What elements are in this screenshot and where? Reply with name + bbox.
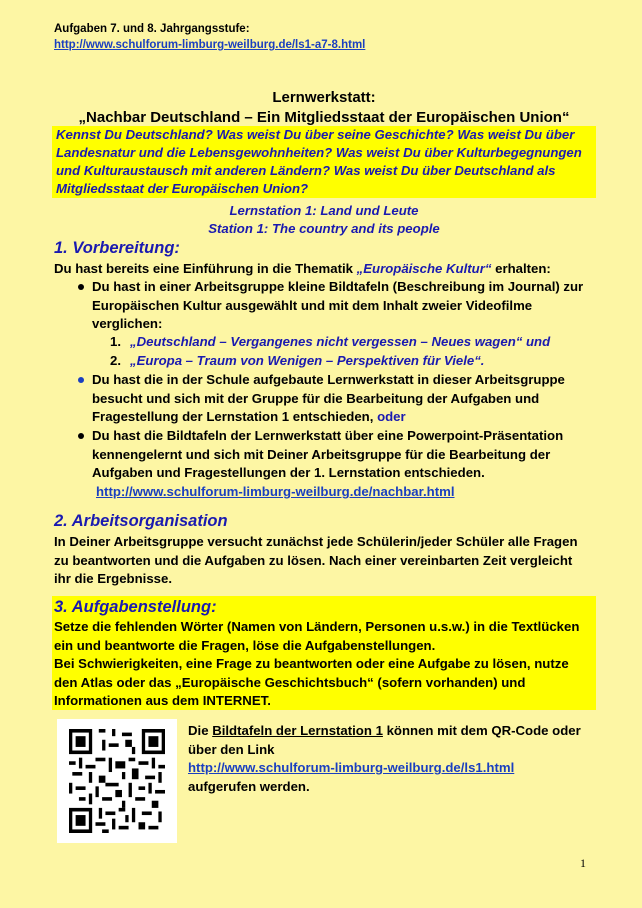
page-number: 1: [580, 856, 586, 870]
lead-text-end: erhalten:: [491, 261, 551, 276]
intro-questions: [52, 126, 596, 198]
bullet-dot: [78, 377, 84, 383]
qr-description: [188, 722, 598, 796]
bullet-line: Du hast die Bildtafeln der Lernwerkstatt über eine Powerpoint-Präsentation: [92, 428, 564, 443]
text-line: ein und beantworte die Fragen, löse die Aufgabenstellungen.: [54, 637, 436, 653]
bullet-line-last: [92, 408, 592, 427]
station-title: [54, 202, 594, 238]
qr-text: Die: [188, 723, 213, 738]
section2-text: [54, 533, 598, 589]
text-line: Informationen aus dem INTERNET.: [54, 693, 271, 708]
title-line-1: Lernwerkstatt:: [272, 89, 376, 106]
text-line: In Deiner Arbeitsgruppe versucht zunächst jede Schülerin/jeder Schüler alle Fragen: [54, 534, 578, 549]
text-line: den Atlas oder das „Europäische Geschichtsbuch“ (sofern vorhanden) und: [54, 674, 526, 690]
page-title: [54, 88, 594, 128]
film-title-2: „Europa – Traum von Wenigen – Perspektiven für Viele“.: [130, 353, 485, 368]
nachbar-link[interactable]: http://www.schulforum-limburg-weilburg.de/nachbar.html: [96, 484, 455, 499]
text-line: zu beantworten und die Aufgaben zu lösen. Nach einer vereinbarten Zeit vergleicht: [54, 552, 573, 568]
bullet-text: Fragestellung der Lernstation 1 entschieden,: [92, 409, 378, 424]
film-number-1: 1.: [110, 334, 121, 349]
bullet-dot: [78, 284, 84, 290]
bullet-line: Du hast die in der Schule aufgebaute Lernwerkstatt in dieser Arbeitsgruppe: [92, 372, 565, 387]
station-title-en: Station 1: The country and its people: [208, 221, 440, 236]
ls1-link[interactable]: http://www.schulforum-limburg-weilburg.de/ls1.html: [188, 760, 515, 775]
film-number-2: 2.: [110, 353, 121, 368]
lead-text: Du hast bereits eine Einführung in die Thematik: [54, 261, 357, 276]
bullet-line: Aufgaben und Fragestellungen der 1. Lernstation entschieden.: [92, 465, 485, 480]
qr-underlined-text: Bildtafeln der Lernstation 1: [212, 723, 383, 738]
qr-code-icon: [57, 719, 177, 843]
grade-line: Aufgaben 7. und 8. Jahrgangsstufe:: [54, 23, 250, 35]
section3-heading: 3. Aufgabenstellung:: [54, 598, 217, 616]
bullet-line: verglichen:: [92, 316, 163, 331]
qr-line-4: aufgerufen werden.: [188, 778, 310, 794]
bullet-line: Du hast in einer Arbeitsgruppe kleine Bildtafeln (Beschreibung im Journal) zur: [92, 279, 584, 294]
text-line: Bei Schwierigkeiten, eine Frage zu beantworten oder eine Aufgabe zu lösen, nutze: [54, 656, 569, 671]
lead-topic: „Europäische Kultur“: [356, 261, 492, 276]
text-line: ihr die Ergebnisse.: [54, 571, 172, 586]
qr-text-end: können mit dem QR-Code oder: [382, 723, 581, 738]
intro-line: und Kulturaustausch mit anderen Ländern? Was weist Du über Deutschland als: [56, 163, 556, 178]
bullet-line: Europäischen Kultur ausgewählt und mit dem Inhalt zweier Videofilme: [92, 297, 533, 313]
bullet-item-1: [92, 278, 592, 334]
section1-heading: 1. Vorbereitung:: [54, 239, 180, 257]
intro-line: Kennst Du Deutschland? Was weist Du über seine Geschichte? Was weist Du über: [56, 127, 575, 142]
film-title-1: „Deutschland – Vergangenes nicht vergessen – Neues wagen“ und: [130, 334, 551, 349]
station-title-de: Lernstation 1: Land und Leute: [229, 203, 419, 218]
qr-line-1: [188, 722, 598, 741]
bullet-line: kennengelernt und sich mit Deiner Arbeitsgruppe für die Bearbeitung der: [92, 446, 551, 462]
section3-text: [54, 618, 598, 711]
page-header: [54, 21, 365, 53]
header-link[interactable]: http://www.schulforum-limburg-weilburg.de/ls1-a7-8.html: [54, 39, 366, 51]
text-line: Setze die fehlenden Wörter (Namen von Ländern, Personen u.s.w.) in die Textlücken: [54, 619, 580, 634]
section1-lead: [54, 260, 551, 279]
intro-line: Mitgliedsstaat der Europäischen Union?: [56, 181, 309, 196]
or-word: oder: [377, 409, 406, 424]
qr-code[interactable]: [57, 719, 177, 843]
bullet-item-2: [92, 371, 592, 427]
bullet-dot: [78, 433, 84, 439]
title-line-2: „Nachbar Deutschland – Ein Mitgliedsstaat der Europäischen Union“: [78, 109, 570, 126]
section2-heading: 2. Arbeitsorganisation: [54, 512, 228, 530]
bullet-line: besucht und sich mit der Gruppe für die Bearbeitung der Aufgaben und: [92, 390, 540, 406]
bullet-item-3: [92, 427, 592, 483]
intro-line: Landesnatur und die Lebensgewohnheiten? Was weist Du über Kulturbegegnungen: [56, 145, 582, 160]
qr-line-2: über den Link: [188, 741, 275, 757]
